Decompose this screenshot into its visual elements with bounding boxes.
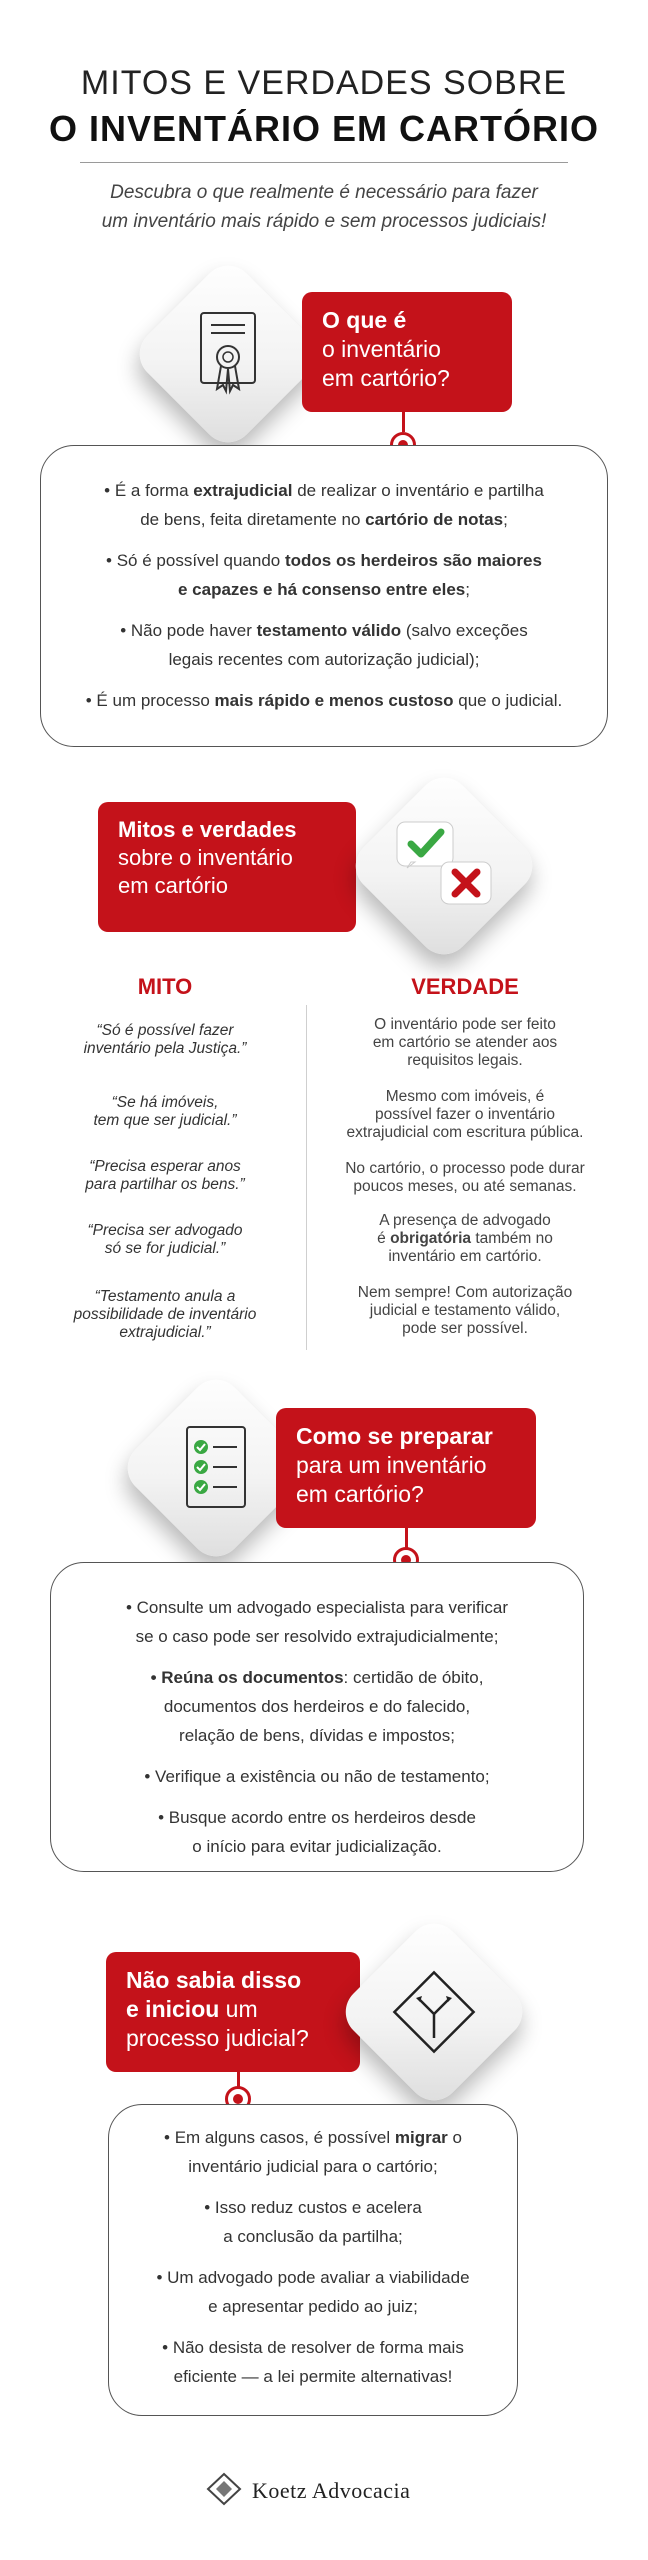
truth-item-5: Nem sempre! Com autorização judicial e testamento válido, pode ser possível. bbox=[357, 1284, 573, 1337]
section4-item-2: • Isso reduz custos e acelera a conclusão da partilha; bbox=[204, 2198, 422, 2246]
footer-logo bbox=[206, 2474, 446, 2508]
section1-title-line3: em cartório? bbox=[322, 365, 450, 391]
myth-truth-divider bbox=[306, 1005, 307, 1350]
section1-title-box bbox=[302, 292, 512, 412]
truth-item-4: A presença de advogado é obrigatória também no inventário em cartório. bbox=[377, 1212, 553, 1265]
header-divider bbox=[80, 162, 568, 163]
section3-item-1: • Consulte um advogado especialista para verificar se o caso pode ser resolvido extrajudicialmente; bbox=[125, 1598, 509, 1646]
split-road-sign-icon bbox=[374, 1952, 494, 2072]
truth-heading: VERDADE bbox=[411, 974, 519, 999]
section4-title-bold-2: e iniciou bbox=[126, 1996, 220, 2022]
section3-title-line2: para um inventário bbox=[296, 1452, 487, 1478]
section1-item-1: • É a forma extrajudicial de realizar o inventário e partilha de bens, feita diretamente no cartório de notas; bbox=[104, 481, 544, 529]
subtitle-line-2: um inventário mais rápido e sem processos judiciais! bbox=[101, 211, 547, 232]
section4-title-box bbox=[106, 1952, 360, 2072]
section1-connector-line bbox=[402, 412, 405, 432]
section4-title-rest: um bbox=[219, 1996, 258, 2022]
section4-title-line3: processo judicial? bbox=[126, 2025, 309, 2051]
section3-card bbox=[50, 1562, 584, 1872]
section1-item-3: • Não pode haver testamento válido (salvo exceções legais recentes com autorização judicial); bbox=[120, 621, 528, 669]
section3-item-4: • Busque acordo entre os herdeiros desde o início para evitar judicialização. bbox=[158, 1808, 476, 1856]
section1-item-2: • Só é possível quando todos os herdeiros são maiores e capazes e há consenso entre eles; bbox=[106, 551, 542, 599]
myth-item-4: “Precisa ser advogado só se for judicial.” bbox=[87, 1222, 243, 1257]
section4-card bbox=[108, 2104, 518, 2416]
myth-item-1: “Só é possível fazer inventário pela Justiça.” bbox=[83, 1022, 247, 1057]
section1-item-4: • É um processo mais rápido e menos custoso que o judicial. bbox=[85, 691, 563, 710]
check-and-x-icon bbox=[384, 806, 504, 926]
section3-title-line3: em cartório? bbox=[296, 1481, 424, 1507]
section3-item-3: • Verifique a existência ou não de testamento; bbox=[144, 1767, 490, 1786]
section2-title-bold: Mitos e verdades bbox=[118, 817, 297, 842]
myth-item-3: “Precisa esperar anos para partilhar os bens.” bbox=[85, 1158, 245, 1193]
section3-title-bold: Como se preparar bbox=[296, 1423, 493, 1449]
section3-item-2: • Reúna os documentos: certidão de óbito, documentos dos herdeiros e do falecido, relação de bens, dívidas e impostos; bbox=[150, 1668, 484, 1745]
section4-item-1: • Em alguns casos, é possível migrar o inventário judicial para o cartório; bbox=[164, 2128, 462, 2176]
truth-item-3: No cartório, o processo pode durar poucos meses, ou até semanas. bbox=[345, 1160, 585, 1195]
section1-card bbox=[40, 445, 608, 747]
truth-item-2: Mesmo com imóveis, é possível fazer o inventário extrajudicial com escritura pública. bbox=[346, 1088, 584, 1141]
title-line-2: O INVENTÁRIO EM CARTÓRIO bbox=[48, 108, 599, 149]
certificate-icon bbox=[168, 294, 288, 414]
subtitle bbox=[50, 178, 598, 236]
logo-name: Koetz Advocacia bbox=[252, 2478, 411, 2503]
section2-title-box bbox=[98, 802, 356, 932]
section2-title-line2: sobre o inventário bbox=[118, 845, 293, 870]
section3-connector-line bbox=[405, 1528, 408, 1548]
subtitle-line-1: Descubra o que realmente é necessário para fazer bbox=[110, 182, 538, 203]
section4-title-bold-1: Não sabia disso bbox=[126, 1967, 302, 1993]
section2-title-line3: em cartório bbox=[118, 873, 229, 898]
section3-title-box bbox=[276, 1408, 536, 1528]
myth-item-2: “Se há imóveis, tem que ser judicial.” bbox=[93, 1094, 237, 1129]
truth-item-1: O inventário pode ser feito em cartório se atender aos requisitos legais. bbox=[372, 1016, 558, 1069]
diamond-logo-icon bbox=[206, 2472, 242, 2511]
myth-heading: MITO bbox=[137, 974, 193, 999]
section1-title-line2: o inventário bbox=[322, 336, 441, 362]
section4-item-4: • Não desista de resolver de forma mais eficiente — a lei permite alternativas! bbox=[162, 2338, 464, 2386]
section4-item-3: • Um advogado pode avaliar a viabilidade e apresentar pedido ao juiz; bbox=[156, 2268, 470, 2316]
checklist-icon bbox=[156, 1408, 276, 1528]
myth-item-5: “Testamento anula a possibilidade de inventário extrajudicial.” bbox=[73, 1288, 257, 1341]
title-line-1: MITOS E VERDADES SOBRE bbox=[80, 64, 568, 102]
section1-title-bold: O que é bbox=[322, 307, 407, 333]
